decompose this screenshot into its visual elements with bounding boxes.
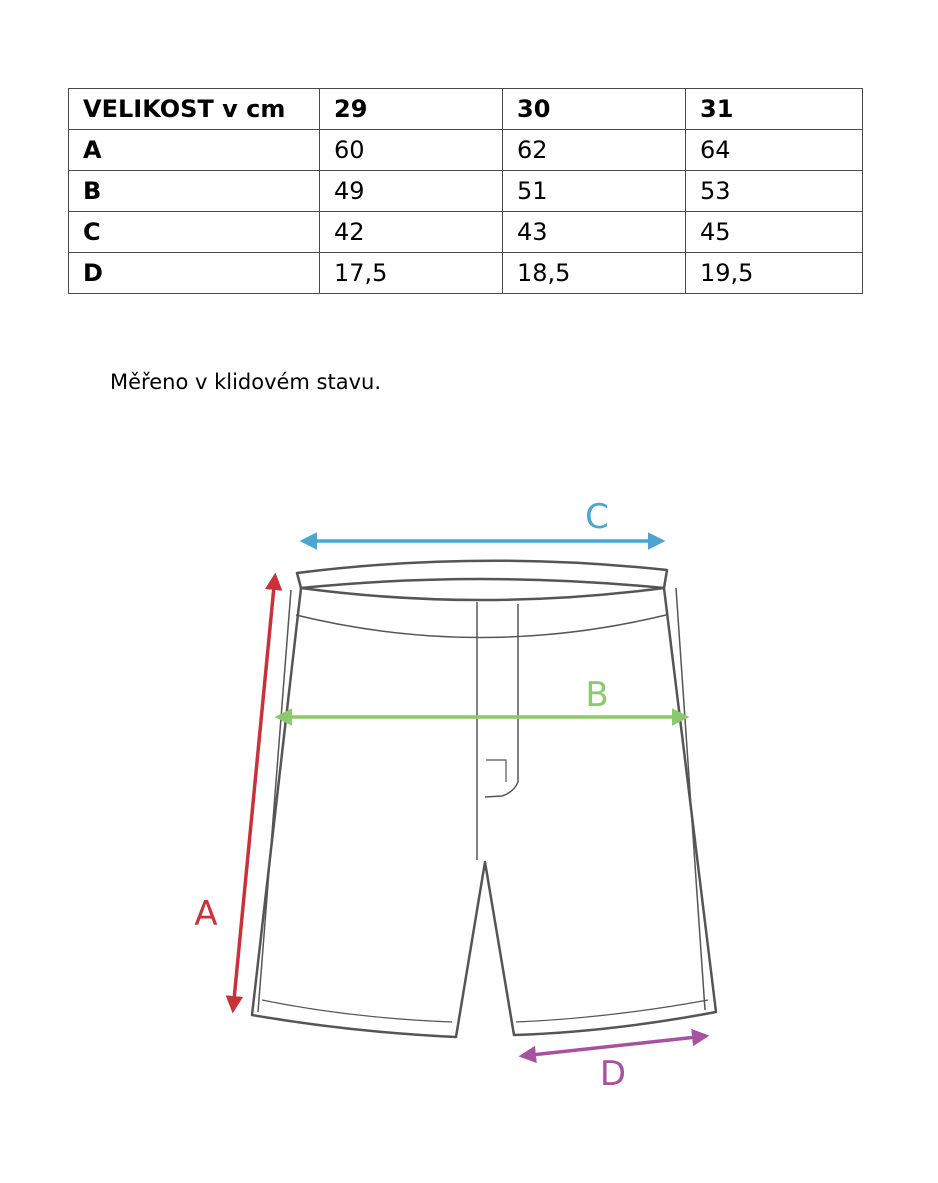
table-cell: 64 <box>686 130 863 171</box>
label-c: C <box>585 497 609 537</box>
table-cell: 19,5 <box>686 253 863 294</box>
table-cell: 42 <box>320 212 503 253</box>
d-arrow <box>522 1036 706 1056</box>
table-cell: 43 <box>503 212 686 253</box>
row-label-cell: A <box>69 130 320 171</box>
table-cell: 17,5 <box>320 253 503 294</box>
table-cell: 62 <box>503 130 686 171</box>
row-label-cell: D <box>69 253 320 294</box>
row-label-cell: B <box>69 171 320 212</box>
label-a: A <box>194 894 218 934</box>
table-cell: 51 <box>503 171 686 212</box>
table-cell: 60 <box>320 130 503 171</box>
header-cell: VELIKOST v cm <box>69 89 320 130</box>
table-cell: 49 <box>320 171 503 212</box>
table-cell: 18,5 <box>503 253 686 294</box>
header-cell: 29 <box>320 89 503 130</box>
table-cell: 45 <box>686 212 863 253</box>
header-cell: 31 <box>686 89 863 130</box>
header-cell: 30 <box>503 89 686 130</box>
table-cell: 53 <box>686 171 863 212</box>
label-b: B <box>585 675 609 715</box>
shorts-outline <box>252 561 716 1037</box>
row-label-cell: C <box>69 212 320 253</box>
label-d: D <box>599 1054 627 1094</box>
measurement-note: Měřeno v klidovém stavu. <box>110 370 382 394</box>
